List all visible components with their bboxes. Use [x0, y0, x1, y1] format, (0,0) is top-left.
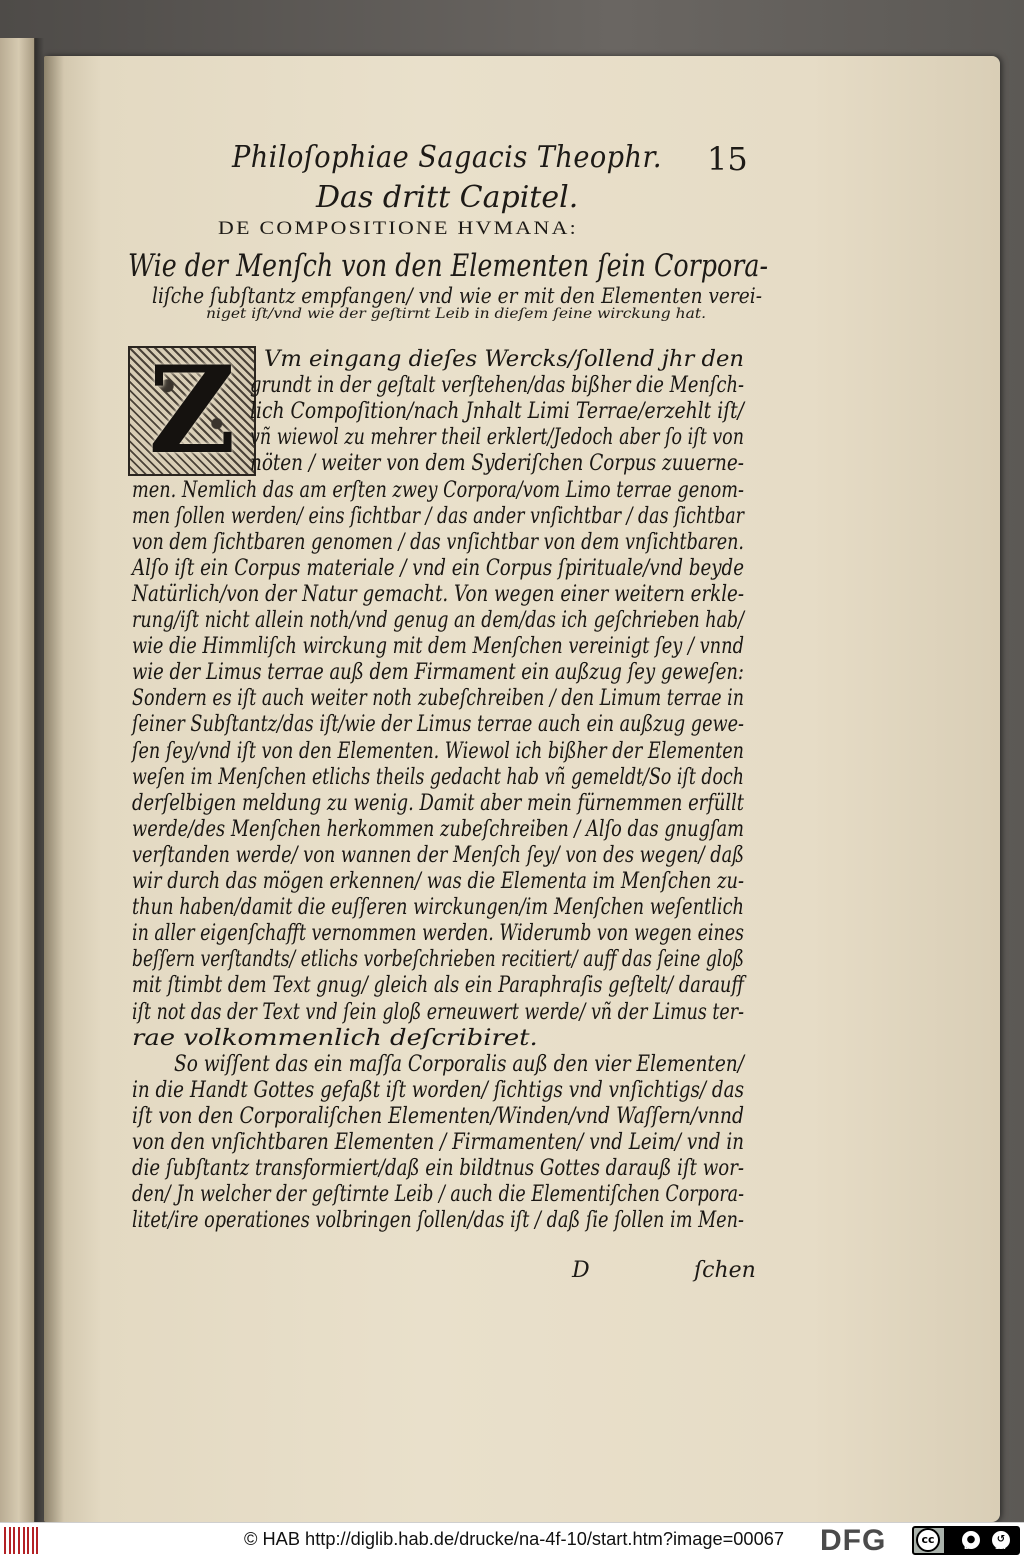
- body-line: mit ſtimbt dem Text gnug/ gleich als ein Paraphraſis geſtelt/ darauff: [132, 972, 744, 998]
- decorated-initial: [128, 340, 256, 481]
- body-line: Natürlich/von der Natur gemacht. Von wegen einer weitern erkle‑: [132, 581, 744, 607]
- body-line: rung/iſt nicht allein noth/vnd genug an dem/das ich geſchrieben hab/: [132, 607, 744, 633]
- footer-credit-link[interactable]: © HAB http://diglib.hab.de/drucke/na-4f-10/start.htm?image=00067: [244, 1529, 784, 1549]
- hab-logo: [4, 1527, 38, 1554]
- latin-title: DE COMPOSITIONE HVMANA:: [218, 218, 579, 239]
- body-line: wir durch das mögen erkennen/ was die Elementa im Menſchen zu‑: [132, 868, 744, 894]
- body-line: men. Nemlich das am erſten zwey Corpora/vom Limo terrae genom‑: [132, 477, 744, 503]
- body-line: verſtanden werde/ von wannen der Menſch ſey/ von des wegen/ daß: [132, 842, 744, 868]
- body-line: ſeiner Subſtantz/das iſt/wie der Limus terrae auch ein außzug gewe‑: [132, 711, 744, 737]
- subtitle-line: niget iſt/vnd wie der geſtirnt Leib in dieſem ſeine wirckung hat.: [206, 306, 706, 322]
- body-line: rae volkommenlich deſcribiret.: [132, 1025, 538, 1051]
- body-line: litet/ire operationes volbringen ſollen/das iſt / daß ſie ſollen im Men‑: [132, 1207, 744, 1233]
- body-line: weſen im Menſchen etlichs theils gedacht hab vñ gemeldt/So iſt doch: [132, 764, 744, 790]
- body-line: den/ Jn welcher der geſtirnte Leib / auch die Elementiſchen Corpora‑: [132, 1181, 744, 1207]
- body-line: Sondern es iſt auch weiter noth zubeſchreiben / den Limum terrae in: [132, 685, 744, 711]
- initial-letter: Z: [148, 340, 236, 481]
- body-line: grundt in der geſtalt verſtehen/das bißher die Menſch‑: [250, 372, 744, 398]
- body-line: beſſern verſtandts/ etlichs vorbeſchrieben recitiert/ auff das ſeine gloß: [132, 946, 744, 972]
- footer-bar: [0, 1522, 1024, 1557]
- chapter-title: Das dritt Capitel.: [316, 180, 579, 215]
- cc-sa-label: SA: [995, 1543, 1006, 1551]
- body-line: in aller eigenſchafft vernommen werden. Widerumb von wegen eines: [132, 920, 744, 946]
- catchword: ſchen: [694, 1258, 756, 1283]
- body-line: iſt not das der Text vnd ſein gloß erneuwert werde/ vñ der Limus ter‑: [132, 999, 744, 1025]
- body-line: derſelbigen meldung zu wenig. Damit aber mein fürnemmen erfüllt: [132, 790, 744, 816]
- body-line: lich Compoſition/nach Jnhalt Limi Terrae/erzehlt iſt/: [250, 398, 744, 424]
- body-line: Vm eingang dieſes Wercks/ſollend jhr den: [264, 346, 744, 372]
- body-line: Alſo iſt ein Corpus materiale / vnd ein Corpus ſpirituale/vnd beyde: [132, 555, 744, 581]
- body-line: wie der Limus terrae auß dem Firmament ein außzug ſey geweſen:: [132, 659, 744, 685]
- body-line: von dem ſichtbaren genomen / das vnſichtbar von dem vnſichtbaren.: [132, 529, 744, 555]
- body-line: men ſollen werden/ eins ſichtbar / das ander vnſichtbar / das ſichtbar: [132, 503, 744, 529]
- body-line: vñ wiewol zu mehrer theil erklert/Jedoch aber ſo iſt von: [250, 424, 744, 450]
- body-line: von den vnſichtbaren Elementen / Firmamenten/ vnd Leim/ vnd in: [132, 1129, 744, 1155]
- cc-license-badge[interactable]: [912, 1526, 1020, 1555]
- body-line: ſen ſey/vnd iſt von den Elementen. Wiewol ich bißher der Elementen: [132, 738, 744, 764]
- body-line: So wiſſent das ein maſſa Corporalis auß den vier Elementen/: [174, 1051, 744, 1077]
- body-line: in die Handt Gottes gefaßt iſt worden/ ſichtigs vnd vnſichtigs/ das: [132, 1077, 744, 1103]
- signature-mark: D: [572, 1258, 590, 1283]
- body-line: iſt von den Corporaliſchen Elementen/Winden/vnd Waſſern/vnnd: [132, 1103, 744, 1129]
- share-alike-icon: ↺: [990, 1529, 1012, 1551]
- body-line: die ſubſtantz transformiert/daß ein bildtnus Gottes darauß iſt wor‑: [132, 1155, 744, 1181]
- cc-icon: cc: [916, 1528, 940, 1552]
- folio-number: 15: [707, 140, 748, 178]
- running-head: Philoſophiae Sagacis Theophr.: [232, 140, 662, 175]
- subtitle-line: Wie der Menſch von den Elementen ſein Corpora‑: [128, 248, 768, 284]
- cc-by-label: BY: [964, 1543, 975, 1551]
- subtitle-line: liſche ſubſtantz empfangen/ vnd wie er mit den Elementen verei‑: [152, 284, 762, 308]
- person-icon: ●: [960, 1529, 982, 1551]
- body-line: werde/des Menſchen herkommen zubeſchreiben / Alſo das gnugſam: [132, 816, 744, 842]
- dfg-logo: DFG: [820, 1524, 887, 1557]
- body-line: nöten / weiter von dem Syderiſchen Corpus zuuerne‑: [250, 450, 744, 476]
- body-line: thun haben/damit die euſſeren wirckungen/im Menſchen weſentlich: [132, 894, 744, 920]
- body-line: wie die Himmliſch wirckung mit dem Menſchen vereinigt ſey / vnnd: [132, 633, 744, 659]
